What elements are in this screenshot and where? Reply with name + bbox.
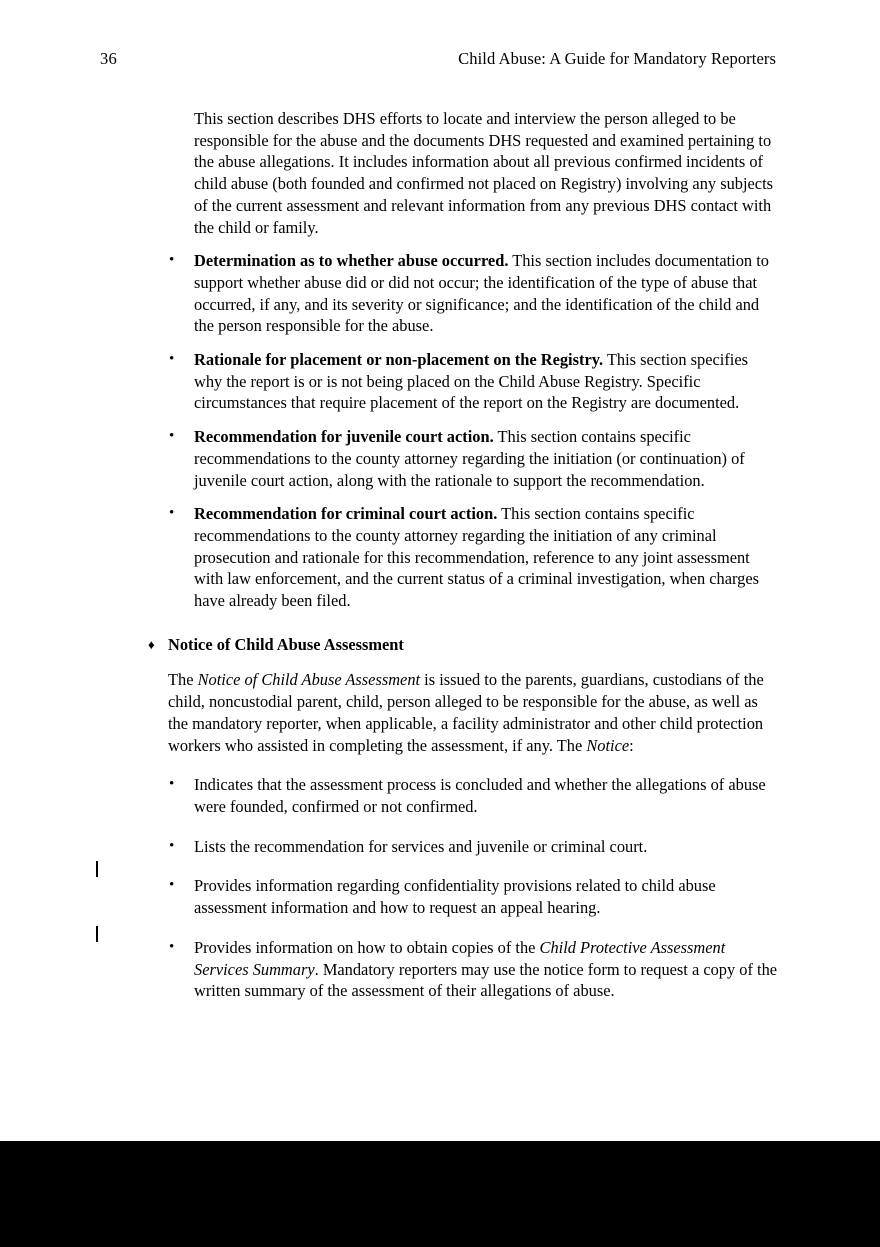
bullet-lead-in: Determination as to whether abuse occurred. — [194, 251, 509, 271]
list-item — [169, 250, 778, 337]
page-number: 36 — [100, 49, 117, 68]
bullet-icon: • — [169, 252, 175, 269]
bullet-icon: • — [169, 877, 175, 894]
notice-paragraph-part1: The — [168, 670, 198, 690]
document-title: Child Abuse: A Guide for Mandatory Reporters — [458, 49, 776, 68]
bullet-icon: • — [169, 505, 175, 522]
list-item — [169, 937, 778, 1002]
change-bar — [96, 861, 98, 877]
bullet-icon: • — [169, 776, 175, 793]
intro-paragraph: This section describes DHS efforts to locate and interview the person alleged to be responsible for the abuse and the documents DHS requested and examined pertaining to the abuse allegations. It includes information about all previous confirmed incidents of child abuse (both founded and confirmed not placed on Registry) involving any subjects of the current assessment and relevant information from any previous DHS contact with the child or family. — [194, 109, 774, 237]
diamond-bullet-icon: ♦ — [148, 636, 155, 652]
list-item — [169, 426, 778, 491]
change-bar — [96, 926, 98, 942]
list-item — [169, 875, 778, 918]
bullet-icon: • — [169, 938, 175, 955]
list-item — [169, 836, 778, 858]
bullet-body-text: This section specifies why the report is or is not being placed on the Child Abuse Registry. Specific circumstances that require placement of the report on the Registry are documented. — [194, 350, 749, 413]
list-item — [169, 774, 778, 817]
bullet-body-text: Indicates that the assessment process is concluded and whether the allegations of abuse were founded, confirmed or not confirmed. — [194, 775, 766, 816]
bullet-body-text: This section includes documentation to support whether abuse did or did not occur; the identification of the type of abuse that occurred, if any, and its severity or significance; and the identification of the child and the person responsible for the abuse. — [194, 251, 769, 336]
list-item — [169, 503, 778, 612]
bullet-icon: • — [169, 837, 175, 854]
assessment-bullet-list — [100, 250, 778, 612]
list-item — [169, 349, 778, 414]
notice-bullet-list — [100, 774, 778, 1002]
bullet-italic-text: Child Protective Assessment Services Summary — [194, 937, 726, 979]
bottom-black-band — [0, 1141, 880, 1247]
bullet-body-text: Lists the recommendation for services and juvenile or criminal court. — [194, 836, 648, 856]
bullet-body-text-2: . Mandatory reporters may use the notice form to request a copy of the written summary of the assessment of their allegations of abuse. — [194, 959, 778, 1001]
bullet-lead-in: Recommendation for criminal court action. — [194, 504, 498, 524]
notice-paragraph — [168, 669, 778, 756]
page-content — [100, 108, 778, 1002]
page-header — [100, 48, 776, 72]
bullet-body-text: Provides information regarding confidentiality provisions related to child abuse assessment information and how to request an appeal hearing. — [194, 876, 716, 918]
bullet-icon: • — [169, 351, 175, 368]
notice-paragraph-part3: : — [629, 735, 634, 755]
section-heading-notice — [148, 634, 778, 656]
bullet-icon: • — [169, 428, 175, 445]
notice-paragraph-part2: is issued to the parents, guardians, custodians of the child, noncustodial parent, child, person alleged to be responsible for the abuse, as well as the mandatory reporter, when applicable, a facility administrator and other child protection workers who assisted in completing the assessment, if any. The — [168, 670, 764, 755]
section-heading-label: Notice of Child Abuse Assessment — [168, 634, 404, 654]
bullet-lead-in: Rationale for placement or non-placement on the Registry. — [194, 350, 604, 370]
bullet-body-text: This section contains specific recommendations to the county attorney regarding the initiation of any criminal prosecution and rationale for this recommendation, reference to any joint assessment with law enforcement, and the current status of a criminal investigation, when charges have already been filed. — [194, 504, 759, 611]
notice-title-italic: Notice of Child Abuse Assessment — [197, 670, 421, 690]
bullet-body-text: Provides information on how to obtain copies of the — [194, 937, 540, 957]
notice-word-italic: Notice — [586, 735, 630, 755]
bullet-body-text: This section contains specific recommendations to the county attorney regarding the initiation (or continuation) of juvenile court action, along with the rationale to support the recommendation. — [194, 427, 745, 490]
bullet-lead-in: Recommendation for juvenile court action. — [194, 427, 494, 447]
